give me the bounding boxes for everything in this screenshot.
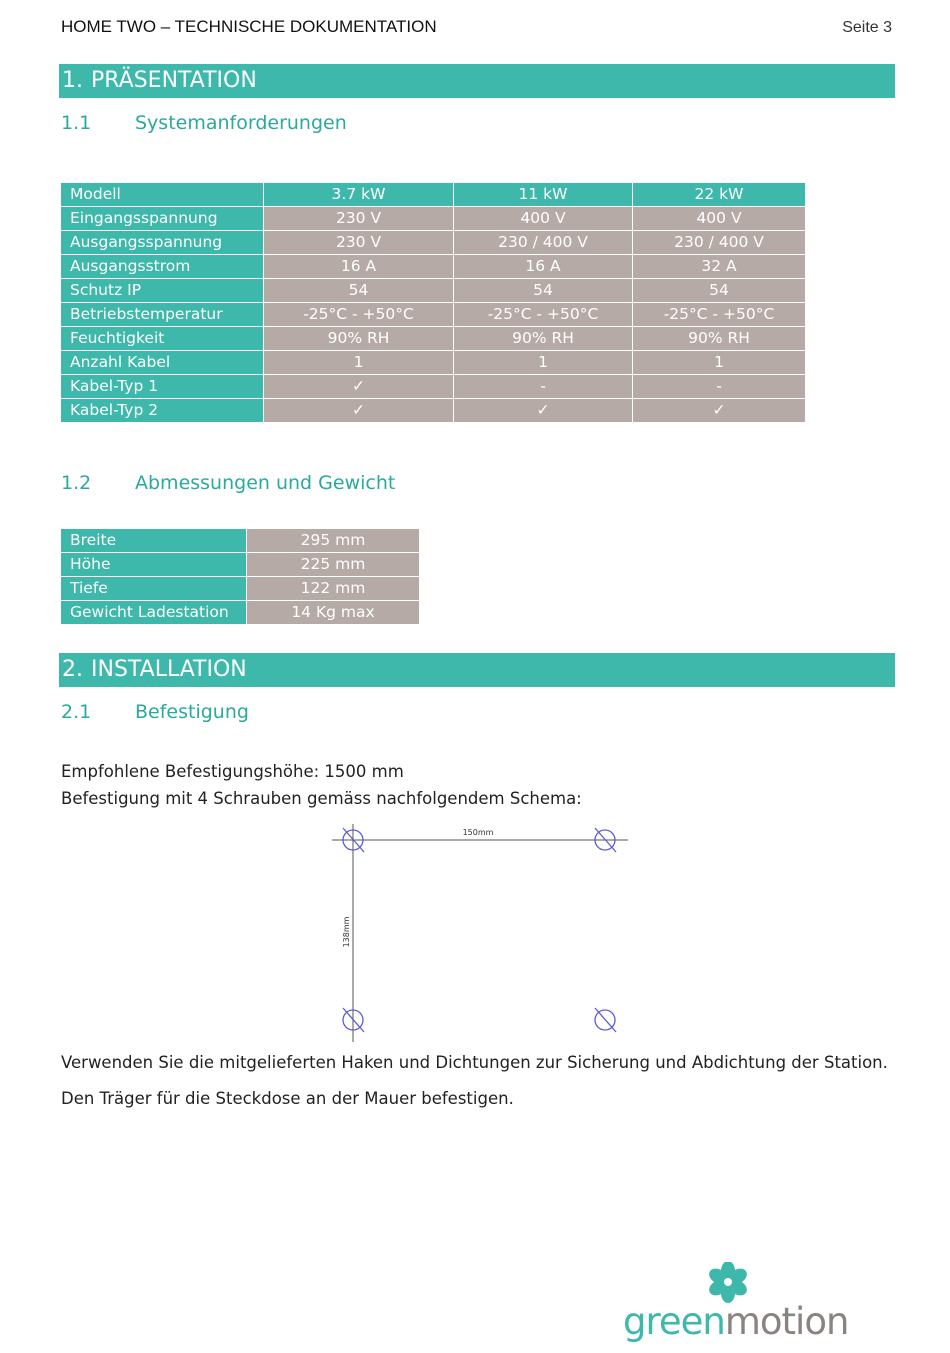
section-1-title: PRÄSENTATION	[91, 68, 257, 93]
section-1-number: 1.	[62, 68, 83, 93]
subsection-1-2-heading	[61, 472, 395, 494]
table-row	[61, 351, 806, 375]
checkmark-icon: ✓	[264, 375, 454, 399]
cell-value: 295 mm	[247, 529, 420, 553]
cell-value: 90% RH	[633, 327, 806, 351]
table-header-cell: 3.7 kW	[264, 183, 454, 207]
logo-text-motion: motion	[724, 1300, 849, 1343]
row-label: Gewicht Ladestation	[61, 601, 247, 625]
table-row	[61, 529, 420, 553]
table-row	[61, 399, 806, 423]
subsection-1-2-title: Abmessungen und Gewicht	[135, 472, 396, 494]
cell-value: 1	[264, 351, 454, 375]
table-header-cell: Modell	[61, 183, 264, 207]
cell-value: 400 V	[633, 207, 806, 231]
table-row	[61, 601, 420, 625]
cell-value: 1	[633, 351, 806, 375]
cell-value: 230 V	[264, 231, 454, 255]
cell-value: 16 A	[264, 255, 454, 279]
page-number: Seite 3	[842, 19, 892, 36]
table-row	[61, 553, 420, 577]
table-row	[61, 375, 806, 399]
table-row	[61, 231, 806, 255]
mounting-diagram	[328, 820, 630, 1045]
system-requirements-table	[60, 182, 806, 423]
row-label: Feuchtigkeit	[61, 327, 264, 351]
mounting-height-text: Empfohlene Befestigungshöhe: 1500 mm	[61, 762, 404, 781]
cell-value: 230 V	[264, 207, 454, 231]
table-row	[61, 279, 806, 303]
section-2-number: 2.	[62, 657, 83, 682]
section-1-heading	[59, 64, 895, 98]
cell-value: 225 mm	[247, 553, 420, 577]
cell-value: 230 / 400 V	[454, 231, 633, 255]
row-label: Höhe	[61, 553, 247, 577]
cell-value: -25°C - +50°C	[454, 303, 633, 327]
checkmark-icon: ✓	[264, 399, 454, 423]
vertical-dimension-label: 138mm	[342, 916, 351, 948]
cell-value: -25°C - +50°C	[633, 303, 806, 327]
cell-value: 54	[633, 279, 806, 303]
table-header-cell: 11 kW	[454, 183, 633, 207]
subsection-2-1-title: Befestigung	[135, 701, 249, 723]
row-label: Kabel-Typ 2	[61, 399, 264, 423]
document-header-title: HOME TWO – TECHNISCHE DOKUMENTATION	[61, 17, 437, 36]
subsection-1-1-heading	[61, 112, 347, 134]
row-label: Ausgangsstrom	[61, 255, 264, 279]
checkmark-icon: ✓	[454, 399, 633, 423]
cell-value: 230 / 400 V	[633, 231, 806, 255]
flower-icon	[706, 1262, 749, 1303]
table-row	[61, 577, 420, 601]
horizontal-dimension-label: 150mm	[462, 828, 494, 837]
cell-value: 14 Kg max	[247, 601, 420, 625]
dimensions-table	[60, 528, 420, 625]
row-label: Tiefe	[61, 577, 247, 601]
table-header-row	[61, 183, 806, 207]
cell-value: 32 A	[633, 255, 806, 279]
table-row	[61, 207, 806, 231]
subsection-1-1-number: 1.1	[61, 112, 92, 134]
cell-value: -	[454, 375, 633, 399]
row-label: Anzahl Kabel	[61, 351, 264, 375]
subsection-2-1-number: 2.1	[61, 701, 92, 723]
row-label: Ausgangsspannung	[61, 231, 264, 255]
cell-value: 54	[454, 279, 633, 303]
mounting-screws-text: Befestigung mit 4 Schrauben gemäss nachfolgendem Schema:	[61, 789, 582, 808]
table-row	[61, 303, 806, 327]
table-row	[61, 327, 806, 351]
section-2-heading	[59, 653, 895, 687]
cell-value: 1	[454, 351, 633, 375]
row-label: Breite	[61, 529, 247, 553]
row-label: Eingangsspannung	[61, 207, 264, 231]
socket-bracket-text: Den Träger für die Steckdose an der Mauer befestigen.	[61, 1089, 514, 1108]
row-label: Betriebstemperatur	[61, 303, 264, 327]
cell-value: 16 A	[454, 255, 633, 279]
row-label: Schutz IP	[61, 279, 264, 303]
cell-value: 122 mm	[247, 577, 420, 601]
subsection-1-2-number: 1.2	[61, 472, 92, 494]
cell-value: 400 V	[454, 207, 633, 231]
checkmark-icon: ✓	[633, 399, 806, 423]
cell-value: -	[633, 375, 806, 399]
subsection-2-1-heading	[61, 701, 249, 723]
hooks-seals-text: Verwenden Sie die mitgelieferten Haken und Dichtungen zur Sicherung und Abdichtung der Station.	[61, 1053, 888, 1072]
cell-value: -25°C - +50°C	[264, 303, 454, 327]
section-2-title: INSTALLATION	[91, 657, 247, 682]
row-label: Kabel-Typ 1	[61, 375, 264, 399]
greenmotion-logo	[620, 1262, 860, 1348]
cell-value: 90% RH	[454, 327, 633, 351]
table-header-cell: 22 kW	[633, 183, 806, 207]
cell-value: 54	[264, 279, 454, 303]
subsection-1-1-title: Systemanforderungen	[135, 112, 347, 134]
cell-value: 90% RH	[264, 327, 454, 351]
logo-text-green: green	[623, 1300, 725, 1343]
screw-hole-icon	[595, 1008, 616, 1032]
svg-text:greenmotion	[623, 1300, 848, 1343]
table-row	[61, 255, 806, 279]
